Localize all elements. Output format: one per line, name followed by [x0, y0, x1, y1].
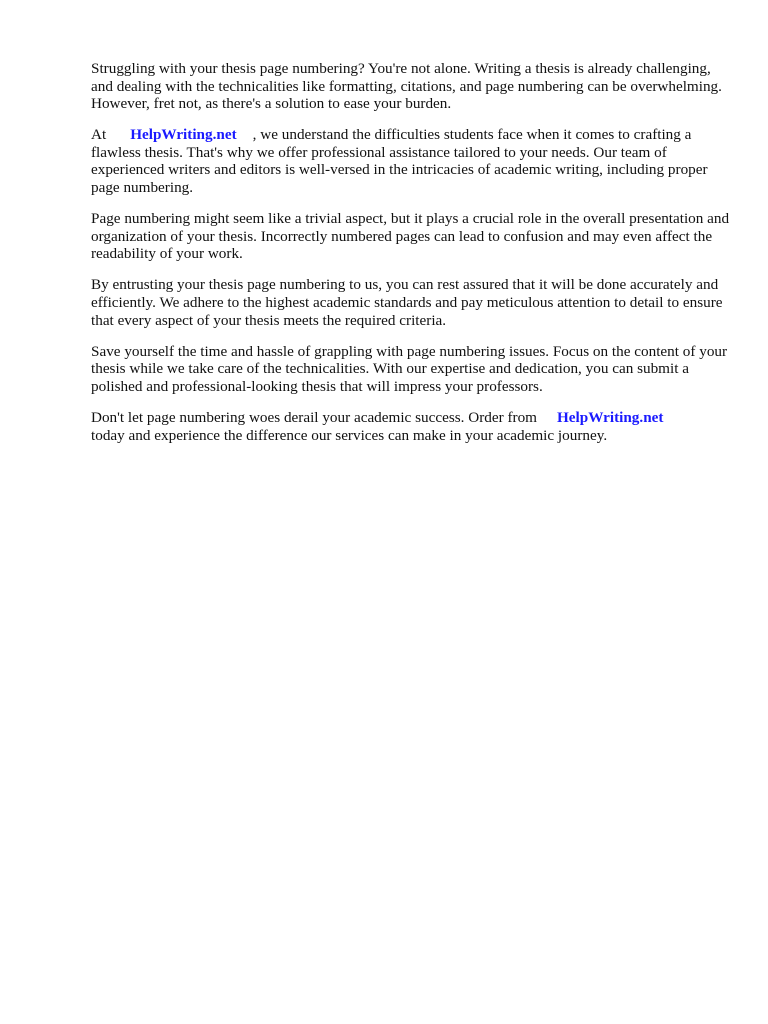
helpwriting-link[interactable]: HelpWriting.net	[130, 126, 237, 144]
paragraph-page-numbering-importance: Page numbering might seem like a trivial aspect, but it plays a crucial role in the overall presentation and organization of your thesis. Incorrectly numbered pages can lead to confusion and may even affect the readability of your work.	[91, 210, 730, 263]
paragraph-suffix: , we understand the difficulties students face when it comes to crafting a flawless thesis. That's why we offer professional assistance tailored to your needs. Our team of experienced writers and editors is well-versed in the intricacies of academic writing, including proper page numbering.	[91, 126, 708, 197]
document-page	[91, 60, 731, 458]
paragraph-helpwriting-intro	[91, 126, 731, 196]
paragraph-closing	[91, 409, 731, 444]
paragraph-prefix: At	[91, 126, 107, 144]
paragraph-save-time: Save yourself the time and hassle of grappling with page numbering issues. Focus on the content of your thesis while we take care of the technicalities. With our expertise and dedication, you can submit a polished and professional-looking thesis that will impress your professors.	[91, 342, 728, 395]
paragraph-intro-struggle: Struggling with your thesis page numbering? You're not alone. Writing a thesis is already challenging, and dealing with the technicalities like formatting, citations, and page numbering can be overwhelming. However, fret not, as there's a solution to ease your burden.	[91, 60, 722, 113]
paragraph-entrusting: By entrusting your thesis page numbering to us, you can rest assured that it will be done accurately and efficiently. We adhere to the highest academic standards and pay meticulous attention to detail to ensure that every aspect of your thesis meets the required criteria.	[91, 276, 723, 329]
helpwriting-link-closing[interactable]: HelpWriting.net	[556, 409, 664, 426]
closing-prefix: Don't let page numbering woes derail your academic success. Order from	[91, 409, 537, 426]
closing-suffix: today and experience the difference our services can make in your academic journey.	[91, 426, 608, 444]
